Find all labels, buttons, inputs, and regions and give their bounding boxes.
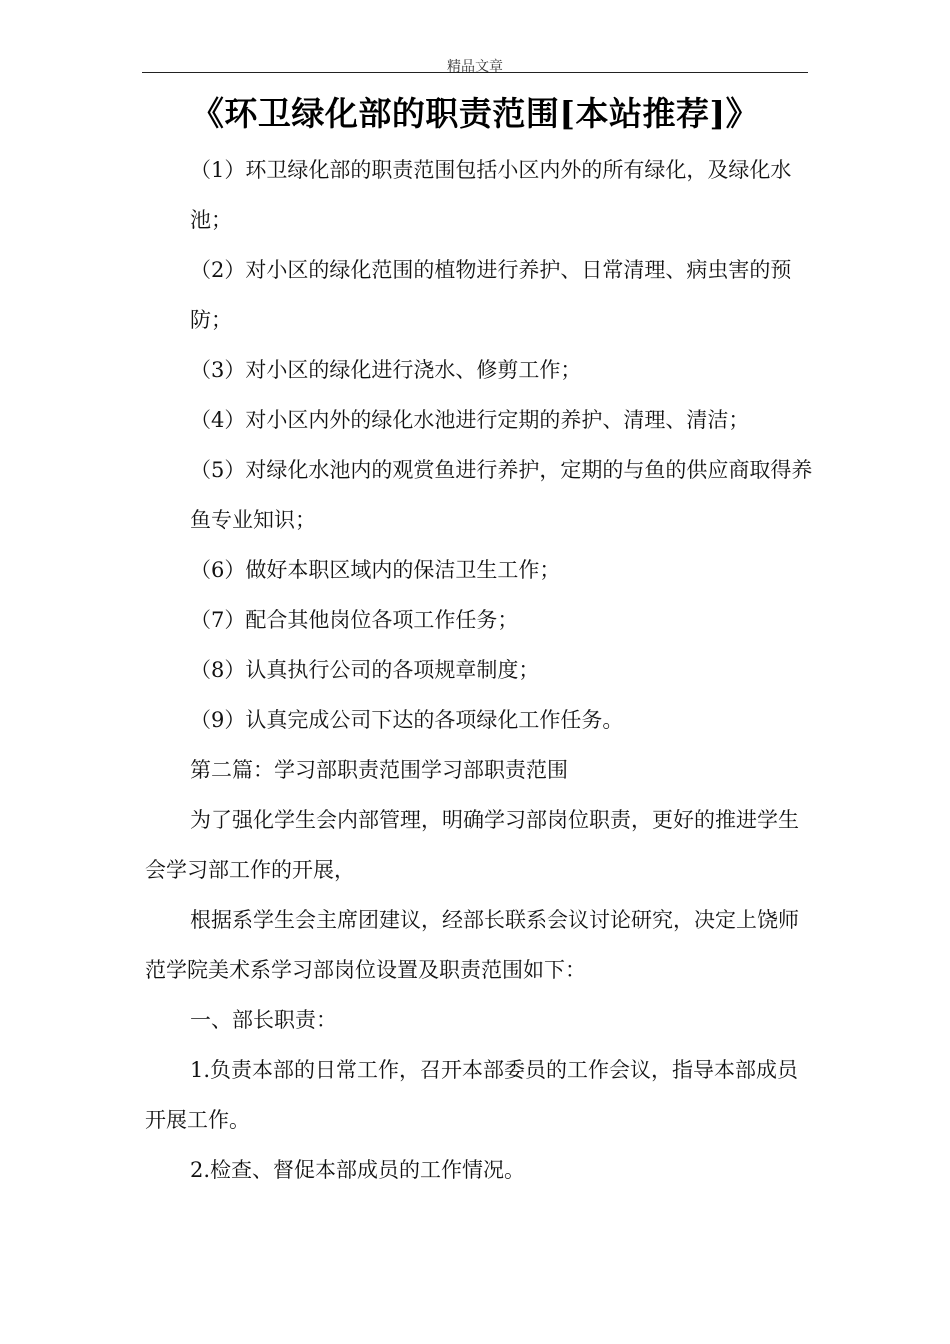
document-body	[145, 145, 815, 1195]
page-header-label: 精品文章	[447, 59, 503, 75]
duty-item-1: 1.负责本部的日常工作，召开本部委员的工作会议，指导本部成员开展工作。	[145, 1058, 799, 1132]
paragraph-basis: 根据系学生会主席团建议，经部长联系会议讨论研究，决定上饶师范学院美术系学习部岗位设置及职责范围如下：	[145, 908, 799, 982]
paragraph-4: （4）对小区内外的绿化水池进行定期的养护、清理、清洁；	[190, 408, 750, 432]
paragraph-8: （8）认真执行公司的各项规章制度；	[190, 658, 540, 682]
paragraph-3: （3）对小区的绿化进行浇水、修剪工作；	[190, 358, 582, 382]
paragraph-5: （5）对绿化水池内的观赏鱼进行养护，定期的与鱼的供应商取得养鱼专业知识；	[190, 458, 813, 532]
paragraph-2: （2）对小区的绿化范围的植物进行养护、日常清理、病虫害的预防；	[190, 258, 792, 332]
paragraph-7: （7）配合其他岗位各项工作任务；	[190, 608, 519, 632]
duty-item-2: 2.检查、督促本部成员的工作情况。	[190, 1158, 526, 1182]
section-heading-part-two: 第二篇：学习部职责范围学习部职责范围	[190, 758, 568, 782]
subheading-director-duties: 一、部长职责：	[190, 1008, 337, 1032]
document-title: 《环卫绿化部的职责范围[本站推荐]》	[190, 94, 760, 133]
paragraph-9: （9）认真完成公司下达的各项绿化工作任务。	[190, 708, 624, 732]
paragraph-1: （1）环卫绿化部的职责范围包括小区内外的所有绿化，及绿化水池；	[190, 158, 792, 232]
paragraph-6: （6）做好本职区域内的保洁卫生工作；	[190, 558, 561, 582]
paragraph-intro: 为了强化学生会内部管理，明确学习部岗位职责，更好的推进学生会学习部工作的开展，	[145, 808, 799, 882]
header-divider	[142, 72, 808, 73]
